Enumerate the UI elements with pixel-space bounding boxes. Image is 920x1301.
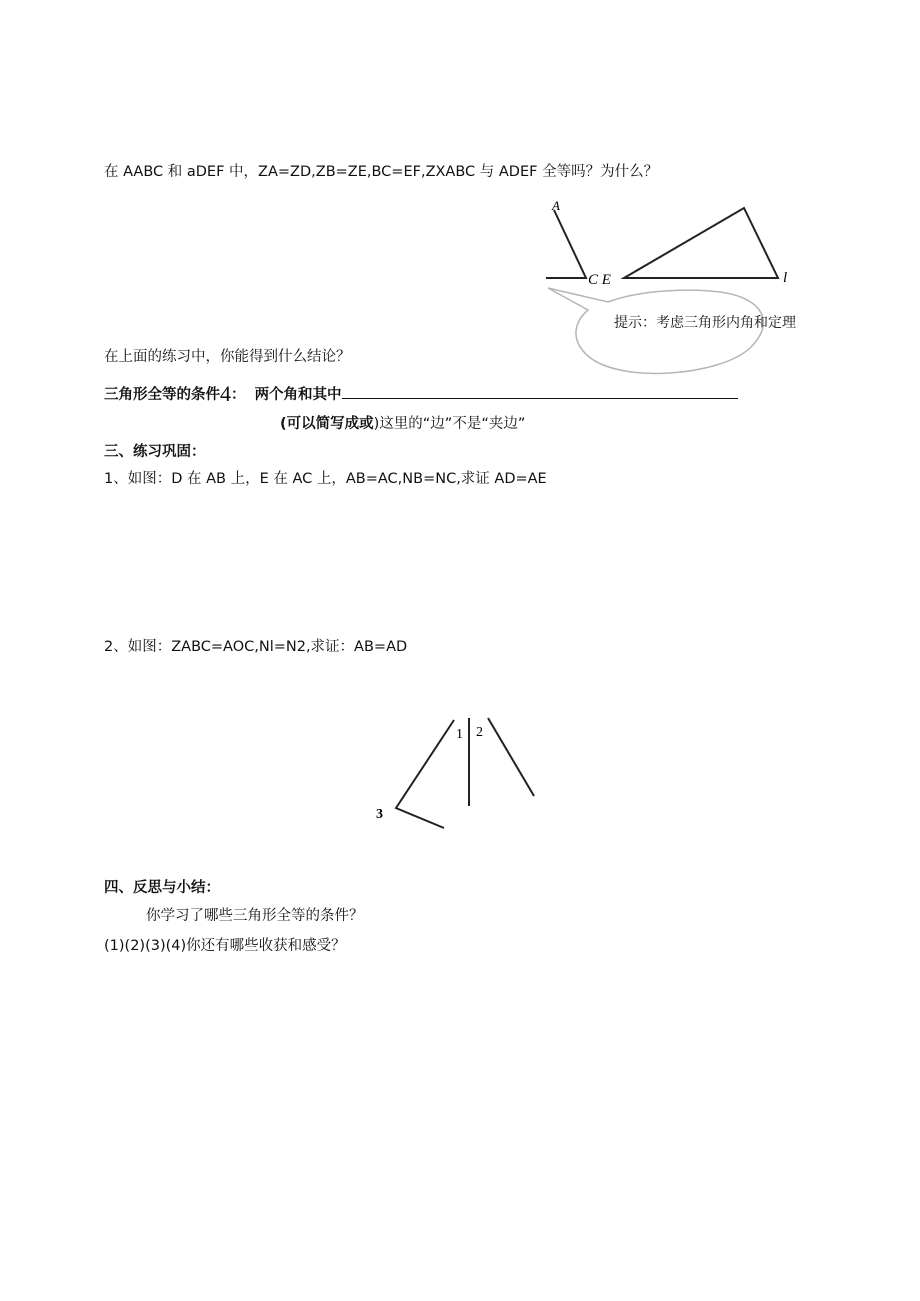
exercise-2-figure: [370, 712, 550, 837]
condition-colon: ：: [231, 387, 246, 403]
label-f: l: [783, 270, 788, 286]
label-angle-2: 2: [476, 725, 483, 740]
condition-4-line: [104, 381, 738, 406]
left-lines: [396, 720, 454, 828]
label-ce: C E: [588, 272, 611, 288]
exercise-2: 2、如图：ZABC=AOC,Nl=N2,求证：AB=AD: [104, 639, 408, 655]
label-a: A: [552, 198, 560, 213]
condition-prefix: 三角形全等的条件: [104, 387, 220, 403]
reflection-question-2: (1)(2)(3)(4)你还有哪些收获和感受？: [104, 938, 346, 954]
label-angle-1: 1: [456, 727, 463, 742]
section-3-heading: 三、练习巩固：: [104, 444, 206, 460]
abbrev-paren: (可以简写成或: [280, 416, 374, 432]
triangles-figure: [540, 196, 830, 391]
exercise-1: 1、如图：D 在 AB 上，E 在 AC 上，AB=AC,NB=NC,求证 AD=AE: [104, 471, 547, 487]
condition-number: 4: [220, 381, 231, 406]
label-angle-3: 3: [376, 807, 383, 822]
hint-text: 提示：考虑三角形内角和定理: [614, 315, 796, 331]
question-intro: 在 AABC 和 aDEF 中，ZA=ZD,ZB=ZE,BC=EF,ZXABC 与 ADEF 全等吗？为什么？: [104, 164, 659, 180]
conclusion-question: 在上面的练习中，你能得到什么结论？: [104, 349, 351, 365]
condition-text: 两个角和其中: [254, 387, 342, 403]
section-4-heading: 四、反思与小结：: [104, 880, 220, 896]
triangle-def: [624, 208, 778, 278]
abbreviation-note: [280, 415, 525, 433]
right-line: [488, 718, 534, 796]
abbrev-tail: )这里的“边”不是“夹边”: [373, 416, 526, 432]
reflection-question-1: 你学习了哪些三角形全等的条件？: [146, 908, 364, 924]
triangle-abc-edges: [546, 210, 586, 278]
condition-blank[interactable]: [342, 384, 738, 399]
